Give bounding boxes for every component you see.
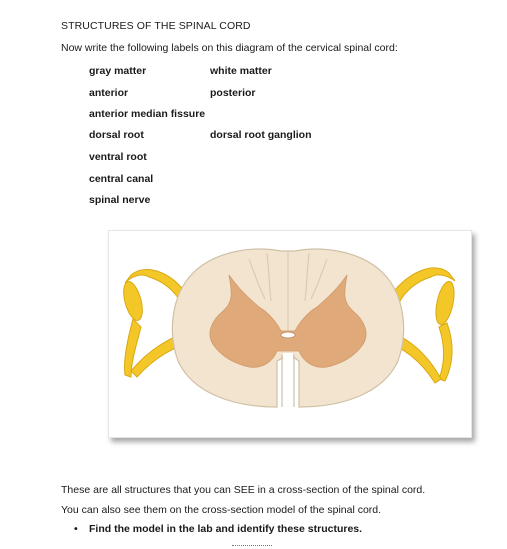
bullet-dot-icon: • — [74, 523, 78, 535]
page-heading: STRUCTURES OF THE SPINAL CORD — [61, 20, 251, 32]
truncated-line — [232, 545, 272, 549]
spinal-cord-diagram — [108, 230, 472, 438]
paragraph-model: You can also see them on the cross-section model of the spinal cord. — [61, 504, 382, 516]
bullet-text: Find the model in the lab and identify these structures. — [89, 523, 363, 535]
label-dorsal-root: dorsal root — [89, 129, 144, 141]
label-anterior-median-fissure: anterior median fissure — [89, 108, 206, 120]
label-dorsal-root-ganglion: dorsal root ganglion — [210, 129, 312, 141]
right-dorsal-root-ganglion — [433, 280, 458, 326]
bullet-item — [74, 523, 362, 535]
label-spinal-nerve: spinal nerve — [89, 194, 151, 206]
paragraph-see: These are all structures that you can SEE in a cross-section of the spinal cord. — [61, 484, 426, 496]
label-white-matter: white matter — [210, 65, 272, 77]
instruction-text: Now write the following labels on this diagram of the cervical spinal cord: — [61, 42, 398, 54]
label-central-canal: central canal — [89, 173, 154, 185]
label-anterior: anterior — [89, 87, 129, 99]
central-canal — [281, 332, 295, 338]
label-ventral-root: ventral root — [89, 151, 147, 163]
label-posterior: posterior — [210, 87, 256, 99]
left-dorsal-root-ganglion — [120, 280, 146, 323]
label-gray-matter: gray matter — [89, 65, 147, 77]
